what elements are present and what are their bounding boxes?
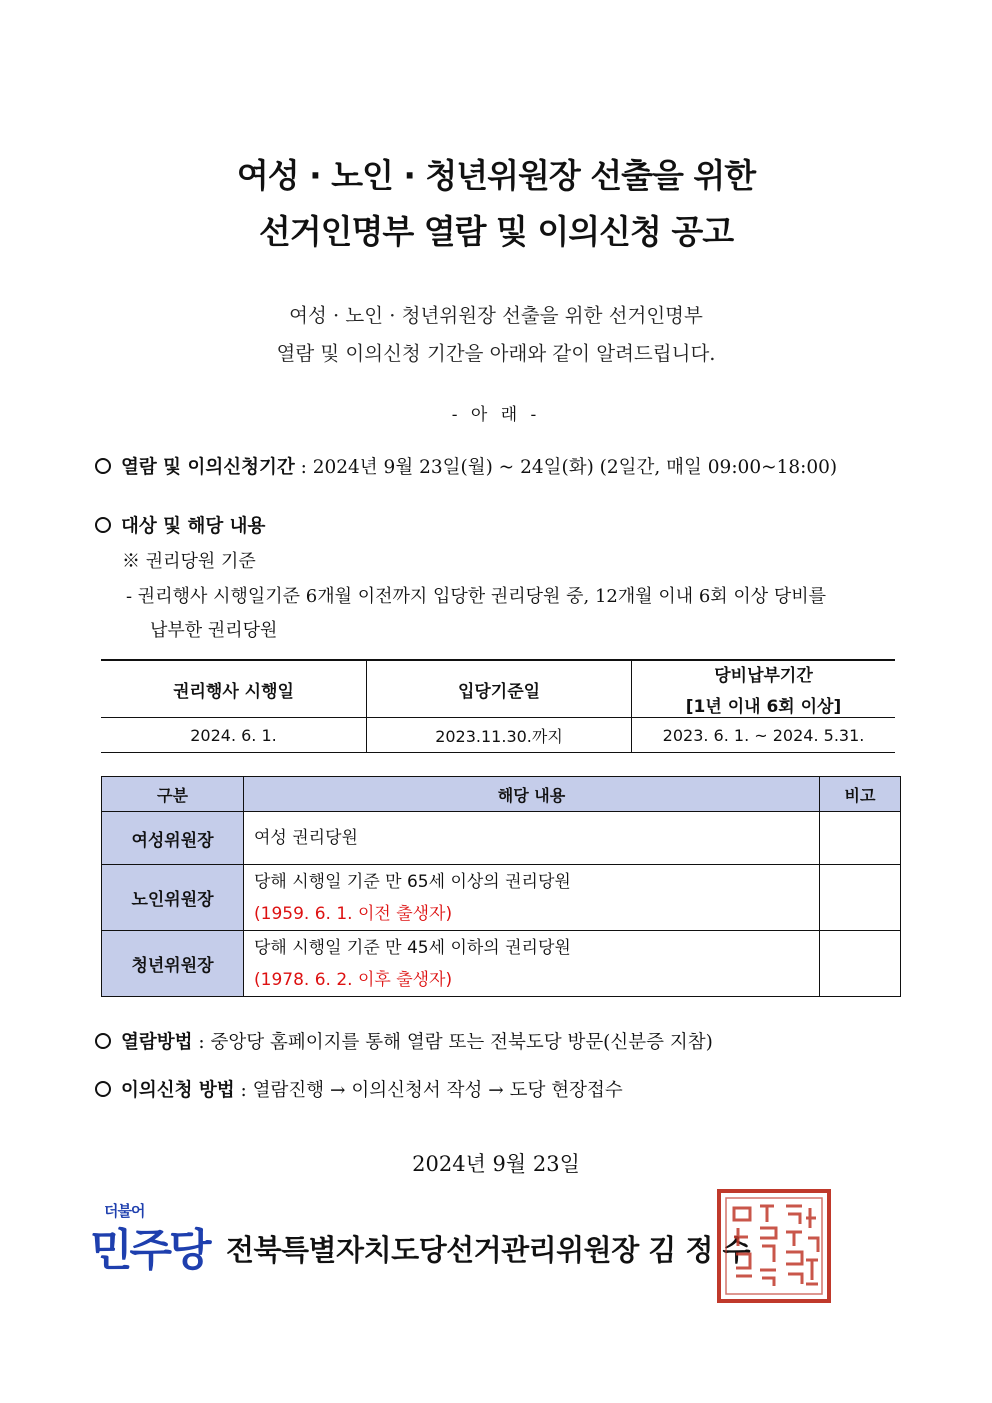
intro-line2: 열람 및 이의신청 기간을 아래와 같이 알려드립니다. [276,342,716,365]
objection-value: : 열람진행 → 이의신청서 작성 → 도당 현장접수 [234,1080,623,1101]
target-desc-line2: 납부한 권리당원 [150,620,278,641]
method-line [95,1028,713,1054]
header-cell [632,660,896,718]
row-content-highlight: (1959. 6. 1. 이전 출생자) [254,903,453,924]
row-label: 노인위원장 [102,865,244,931]
objection-label: 이의신청 방법 [121,1080,235,1101]
row-note [820,812,901,865]
table-header-row [102,777,901,812]
row-content-line: 여성 권리당원 [254,828,358,848]
party-logo [84,1196,224,1276]
issue-date: 2024년 9월 23일 [412,1152,580,1176]
table-row [101,718,895,753]
period-value: : 2024년 9월 23일(월) ~ 24일(화) (2일간, 매일 09:00~18:00) [294,457,838,478]
circle-bullet-icon [95,458,111,474]
header-cell-line: [1년 이내 6회 이상] [685,697,842,717]
logo-main-text: 민주당 [90,1225,209,1276]
category-table [101,776,901,997]
official-seal [716,1188,832,1304]
header-cell: 권리행사 시행일 [101,660,367,718]
row-note [820,931,901,997]
target-line [95,512,265,538]
table-header-row [101,660,895,718]
header-cell: 비고 [820,777,901,812]
header-cell-line: 당비납부기간 [714,666,813,686]
method-value: : 중앙당 홈페이지를 통해 열람 또는 전북도당 방문(신분증 지참) [192,1032,713,1053]
circle-bullet-icon [95,1033,111,1049]
target-label: 대상 및 해당 내용 [121,516,266,537]
target-desc-line1: - 권리행사 시행일기준 6개월 이전까지 입당한 권리당원 중, 12개월 이내 6회 이상 당비를 [126,586,827,607]
row-content-line: 당해 시행일 기준 만 65세 이상의 권리당원 [254,871,571,892]
method-label: 열람방법 [121,1032,193,1053]
seal-stamp-icon [716,1188,832,1304]
section-mark: - 아 래 - [451,405,541,425]
row-content [244,931,820,997]
row-content-highlight: (1978. 6. 2. 이후 출생자) [254,969,453,990]
signatory-name: 전북특별자치도당선거관리위원장 김 정 수 [226,1233,751,1267]
table-cell: 2023. 6. 1. ~ 2024. 5.31. [632,718,896,753]
header-cell: 해당 내용 [244,777,820,812]
circle-bullet-icon [95,517,111,533]
table-cell: 2024. 6. 1. [101,718,367,753]
document-title-line1: 여성 · 노인 · 청년위원장 선출을 위한 [236,156,756,195]
header-cell: 구분 [102,777,244,812]
table-cell: 2023.11.30.까지 [367,718,632,753]
table-row [102,931,901,997]
circle-bullet-icon [95,1081,111,1097]
header-cell: 입당기준일 [367,660,632,718]
row-content-line: 당해 시행일 기준 만 45세 이하의 권리당원 [254,937,571,958]
intro-line1: 여성 · 노인 · 청년위원장 선출을 위한 선거인명부 [289,304,703,327]
row-label: 여성위원장 [102,812,244,865]
period-line [95,453,837,479]
row-label: 청년위원장 [102,931,244,997]
logo-small-text: 더불어 [104,1202,145,1220]
row-note [820,865,901,931]
table-row [102,865,901,931]
period-label: 열람 및 이의신청기간 [121,457,295,478]
row-content [244,812,820,865]
table-row [102,812,901,865]
document-title-line2: 선거인명부 열람 및 이의신청 공고 [258,212,734,251]
row-content [244,865,820,931]
criteria-table [101,659,895,753]
objection-line [95,1076,623,1102]
target-note: ※ 권리당원 기준 [122,551,256,572]
